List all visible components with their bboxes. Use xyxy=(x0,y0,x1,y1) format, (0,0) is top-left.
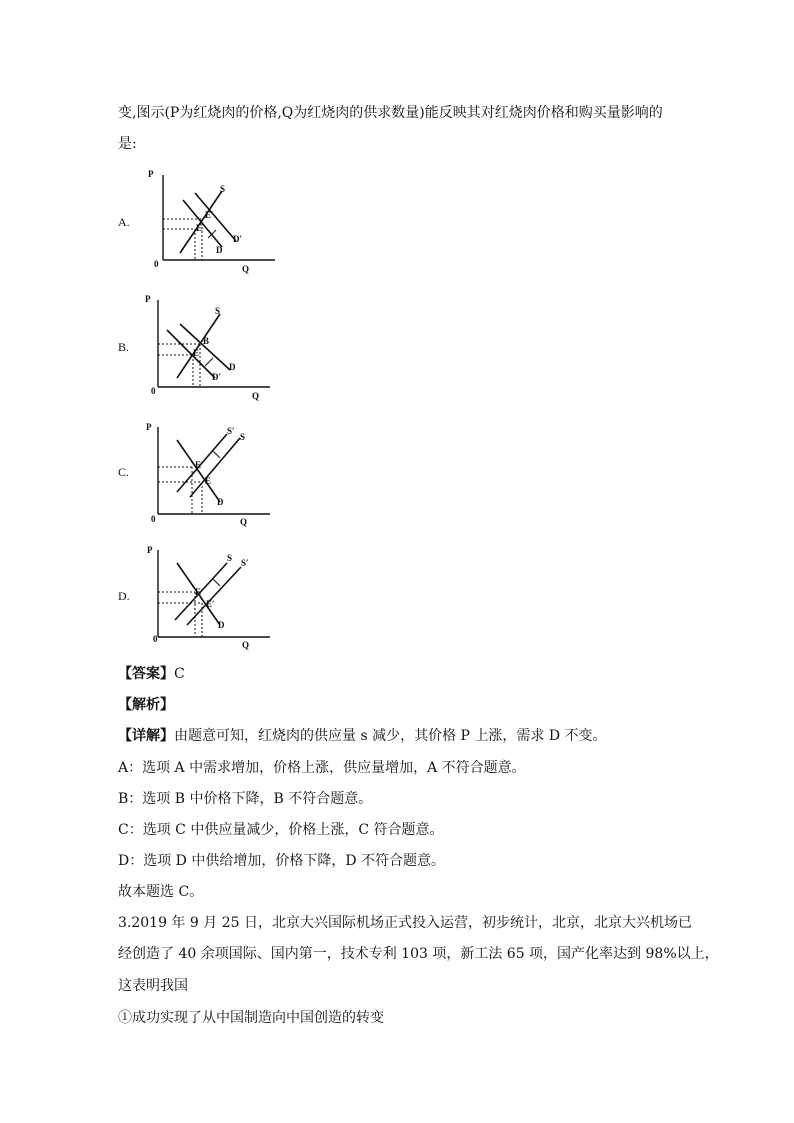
p-axis-label: P xyxy=(145,294,151,304)
explanation-b: B：选项 B 中价格下降，B 不符合题意。 xyxy=(118,791,373,807)
eq-label-shifted: B xyxy=(203,336,210,346)
shift-arrow xyxy=(213,579,220,586)
supply-label: S xyxy=(215,306,221,316)
conclusion: 故本题选 C。 xyxy=(118,884,204,900)
detail-text: 由题意可知，红烧肉的供应量 s 减少，其价格 P 上涨，需求 D 不变。 xyxy=(174,728,607,744)
question3-item1: ①成功实现了从中国制造向中国创造的转变 xyxy=(118,1010,384,1026)
shift-arrow xyxy=(213,451,220,458)
detail-tag: 【详解】 xyxy=(118,728,174,744)
explanation-d: D：选项 D 中供给增加，价格下降，D 不符合题意。 xyxy=(118,853,446,869)
eq-label-shifted: E′ xyxy=(205,210,214,220)
explanation-c: C：选项 C 中供应量减少，价格上涨，C 符合题意。 xyxy=(118,822,444,838)
question-intro-line2: 是: xyxy=(118,136,137,152)
supply-label: S xyxy=(220,184,226,194)
analysis-tag: 【解析】 xyxy=(118,697,174,713)
supply-label-shifted: S′ xyxy=(241,558,249,568)
p-axis-label: P xyxy=(147,545,153,555)
origin-label: 0 xyxy=(151,514,156,524)
supply-label-shifted: S′ xyxy=(227,426,235,436)
q-axis-label: Q xyxy=(252,391,260,401)
p-axis-label: P xyxy=(146,422,152,432)
origin-label: 0 xyxy=(153,634,158,644)
origin-label: 0 xyxy=(151,386,156,396)
explanation-a: A：选项 A 中需求增加，价格上涨，供应量增加，A 不符合题意。 xyxy=(118,760,526,776)
option-d-graph xyxy=(145,545,275,655)
answer-line xyxy=(118,664,185,684)
eq-label: E xyxy=(193,348,200,358)
question3-line3: 这表明我国 xyxy=(118,978,188,994)
eq-label-shifted: E′ xyxy=(206,599,215,609)
demand-label: D xyxy=(229,362,236,372)
supply-label: S xyxy=(227,553,233,563)
demand-label: D xyxy=(218,620,225,630)
analysis-line xyxy=(118,695,174,715)
eq-label: E xyxy=(196,223,203,233)
origin-label: 0 xyxy=(154,259,159,269)
option-b-label: B. xyxy=(118,340,130,354)
option-c-graph xyxy=(145,422,275,532)
demand-label-shifted: D′ xyxy=(233,234,243,244)
answer-tag: 【答案】 xyxy=(118,666,174,682)
demand-label: D xyxy=(217,497,224,507)
p-axis-label: P xyxy=(148,169,154,179)
demand-label-shifted: D′ xyxy=(212,372,222,382)
detail-line xyxy=(118,726,607,746)
q-axis-label: Q xyxy=(242,264,250,274)
eq-label-shifted: E′ xyxy=(195,460,204,470)
question3-line2: 经创造了 40 余项国际、国内第一，技术专利 103 项，新工法 65 项，国产化率达到 98%以上， xyxy=(118,946,719,962)
supply-label: S xyxy=(240,432,246,442)
answer-value: C xyxy=(174,666,185,682)
question-intro-line1: 变,图示(P为红烧肉的价格,Q为红烧肉的供求数量)能反映其对红烧肉价格和购买量影响的 xyxy=(118,105,663,121)
q-axis-label: Q xyxy=(240,517,248,527)
question3-line1: 3.2019 年 9 月 25 日，北京大兴国际机场正式投入运营，初步统计，北京，北京大兴机场已 xyxy=(118,915,692,931)
demand-label: D xyxy=(216,245,223,255)
shift-arrow xyxy=(205,358,213,366)
option-c-label: C. xyxy=(118,465,130,479)
option-d-label: D. xyxy=(118,589,130,603)
q-axis-label: Q xyxy=(242,640,250,650)
eq-label: E xyxy=(195,587,202,597)
option-b-graph xyxy=(145,292,275,402)
option-a-graph xyxy=(150,165,280,275)
option-a-label: A. xyxy=(118,215,130,229)
eq-label: E xyxy=(205,476,212,486)
